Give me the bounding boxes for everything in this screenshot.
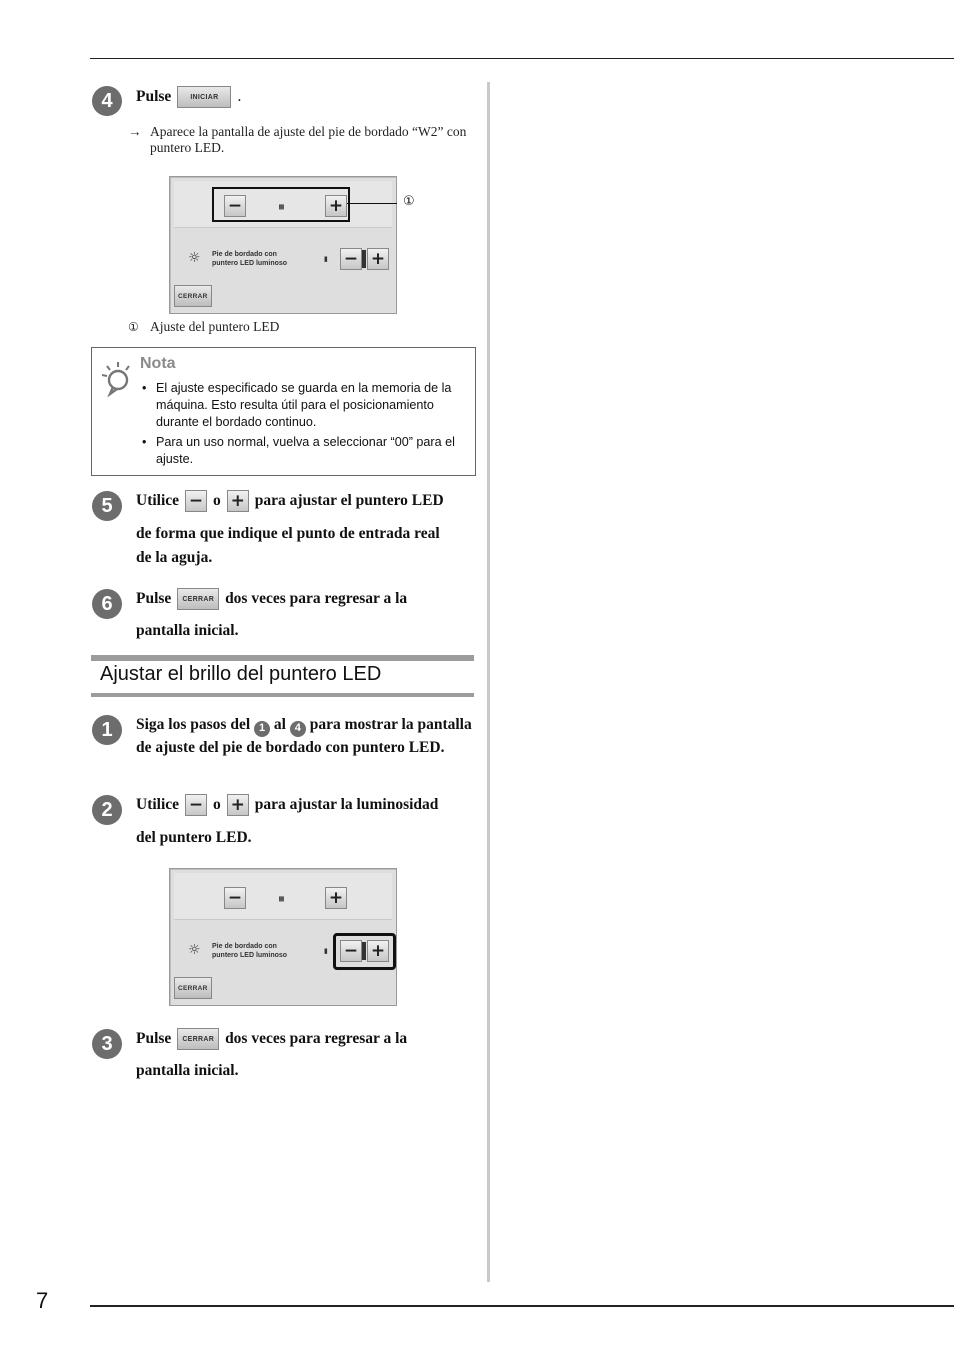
step-6-line-1 (136, 588, 407, 610)
brightness-minus-button[interactable]: − (340, 940, 362, 962)
led-label (212, 250, 287, 268)
callout-marker: ① (403, 194, 415, 209)
step-5-line-1 (136, 490, 444, 512)
led-label-line-2: puntero LED luminoso (212, 952, 288, 959)
step-5-utilice: Utilice (136, 492, 180, 509)
b2-utilice: Utilice (136, 796, 180, 813)
plus-icon: + (227, 794, 249, 816)
b3-pulse: Pulse (136, 1030, 172, 1047)
minus-icon: − (185, 794, 207, 816)
b-step-1-number: 1 (92, 715, 122, 745)
led-label-line-1: Pie de bordado con (212, 251, 277, 258)
bullet-icon: • (142, 381, 147, 395)
step-5-number: 5 (92, 491, 122, 521)
position-highlight (212, 187, 350, 222)
section-bar-bottom (91, 693, 474, 697)
brightness-plus-button[interactable]: + (367, 940, 389, 962)
small-indicator-icon: ▮ (324, 947, 328, 955)
note-list (140, 380, 470, 471)
b3-line-1-end: dos veces para regresar a la (225, 1030, 408, 1047)
step-6-pulse: Pulse (136, 590, 172, 607)
note-item (140, 434, 470, 468)
b-step-3-line-1 (136, 1028, 407, 1050)
led-adjust-screen-1 (169, 176, 415, 314)
section-title: Ajustar el brillo del puntero LED (100, 663, 382, 685)
b1-text-c: para mostrar la pantalla de ajuste del pie de bordado con puntero LED. (136, 716, 472, 756)
b1-text-a: Siga los pasos del (136, 716, 251, 733)
caption-text: Ajuste del puntero LED (150, 319, 280, 334)
section-bar-top (91, 655, 474, 661)
note-title: Nota (140, 355, 176, 372)
brightness-plus-button[interactable]: + (367, 248, 389, 270)
plus-icon: + (227, 490, 249, 512)
brightness-bar (362, 250, 366, 268)
section-header (91, 655, 474, 697)
position-plus-button[interactable]: + (325, 887, 347, 909)
page-number: 7 (36, 1288, 49, 1313)
iniciar-key-icon: INICIAR (177, 86, 231, 108)
minus-icon: − (185, 490, 207, 512)
led-label (212, 942, 287, 960)
close-button[interactable]: CERRAR (174, 285, 212, 307)
b-step-3-line-2: pantalla inicial. (136, 1062, 239, 1079)
b-step-3-number: 3 (92, 1029, 122, 1059)
note-item-text: El ajuste especificado se guarda en la memoria de la máquina. Esto resulta útil para el posicionamiento durante el bordado continuo. (156, 381, 452, 429)
led-label-line-2: puntero LED luminoso (212, 260, 288, 267)
bullet-icon: • (142, 435, 147, 449)
step-4-period: . (237, 88, 242, 105)
caption-marker: ① (128, 320, 139, 334)
brightness-minus-button[interactable]: − (340, 248, 362, 270)
step-6-number: 6 (92, 589, 122, 619)
screen-position-bar (174, 873, 392, 920)
column-divider (487, 82, 490, 1282)
step-6-line-1-end: dos veces para regresar a la (225, 590, 408, 607)
top-rule (90, 58, 954, 59)
step-5-or: o (213, 492, 221, 509)
b-step-2-line-1 (136, 794, 438, 816)
b-step-1-text (136, 714, 481, 758)
position-plus-button[interactable]: + (325, 195, 347, 217)
position-minus-button[interactable]: − (224, 195, 246, 217)
step-ref-1: 1 (254, 721, 270, 737)
b1-text-b: al (273, 716, 286, 733)
brightness-highlight (333, 933, 396, 970)
b-step-2-line-2: del puntero LED. (136, 829, 252, 846)
led-label-line-1: Pie de bordado con (212, 943, 277, 950)
bulb-icon: ☼ (188, 942, 201, 958)
small-indicator-icon: ▮ (324, 255, 328, 263)
note-item-text: Para un uso normal, vuelva a seleccionar “00” para el ajuste. (156, 435, 455, 466)
lightbulb-note-icon (102, 360, 130, 400)
b2-line-1-end: para ajustar la luminosidad (254, 796, 439, 813)
b2-or: o (213, 796, 221, 813)
cerrar-key-icon: CERRAR (177, 1028, 219, 1050)
step-5-line-2: de forma que indique el punto de entrada real (136, 525, 440, 542)
step-6-line-2: pantalla inicial. (136, 622, 239, 639)
step-4-result: Aparece la pantalla de ajuste del pie de bordado “W2” con puntero LED. (150, 124, 467, 155)
b-step-2-number: 2 (92, 795, 122, 825)
bottom-rule (90, 1305, 954, 1307)
led-row (174, 235, 392, 279)
step-5-line-3: de la aguja. (136, 549, 213, 566)
close-button[interactable]: CERRAR (174, 977, 212, 999)
checker-icon: ▩ (279, 894, 284, 903)
led-adjust-screen-2 (169, 868, 397, 1006)
arrow-icon: → (128, 124, 142, 139)
note-box (91, 347, 476, 476)
step-4-number: 4 (92, 86, 122, 116)
bulb-icon: ☼ (188, 250, 201, 266)
position-minus-button[interactable]: − (224, 887, 246, 909)
cerrar-key-icon: CERRAR (177, 588, 219, 610)
checker-icon: ▩ (279, 202, 284, 211)
step-5-line-1-end: para ajustar el puntero LED (254, 492, 444, 509)
callout-leader-line (347, 203, 397, 204)
step-4-pulse-text: Pulse (136, 88, 172, 105)
note-item (140, 380, 470, 431)
step-ref-4: 4 (290, 721, 306, 737)
step-4-line (136, 86, 241, 108)
